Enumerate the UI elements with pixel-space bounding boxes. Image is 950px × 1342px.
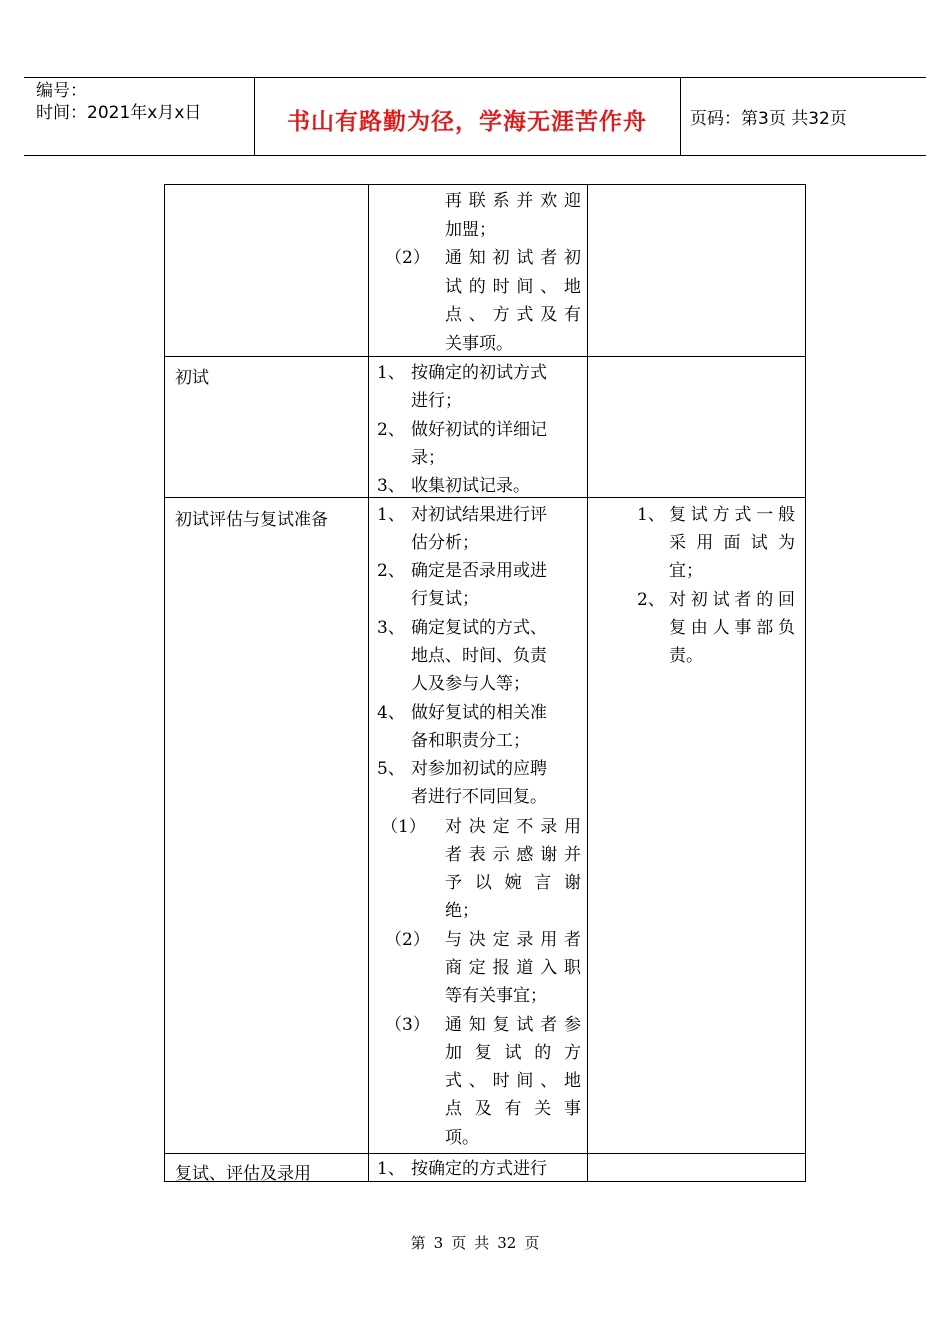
row-divider (165, 497, 805, 498)
header-top-rule (24, 77, 926, 78)
row-divider (165, 356, 805, 357)
step-line: 对参加初试的应聘 (411, 759, 547, 779)
stage-label: 复试、评估及录用 (175, 1164, 311, 1184)
note-line: 对 初 试 者 的 回 (669, 590, 795, 610)
step-line: 加 复 试 的 方 (445, 1043, 581, 1063)
column-divider (587, 185, 588, 1181)
step-line: 对 决 定 不 录 用 (445, 817, 581, 837)
note-line: 宜； (669, 561, 703, 581)
step-line: 等有关事宜； (445, 986, 547, 1006)
footer-page-mid: 页 (451, 1234, 467, 1252)
step-line: 收集初试记录。 (411, 476, 530, 496)
row-divider (165, 1153, 805, 1154)
header-bottom-rule (24, 155, 926, 156)
column-divider (368, 185, 369, 1181)
step-number: 1、 (377, 1159, 405, 1179)
footer-total-suffix: 页 (524, 1234, 540, 1252)
step-line: 做好复试的相关准 (411, 703, 547, 723)
step-line: 进行； (411, 391, 462, 411)
note-line: 复 试 方 式 一 般 (669, 505, 795, 525)
step-line: 加盟； (445, 220, 496, 240)
step-number: 2、 (377, 420, 405, 440)
note-line: 复 由 人 事 部 负 (669, 618, 795, 638)
step-line: 关事项。 (445, 334, 513, 354)
step-line: 予 以 婉 言 谢 (445, 873, 581, 893)
step-line: 点 及 有 关 事 (445, 1099, 581, 1119)
header-page-info: 页码：第3页 共32页 (690, 109, 847, 129)
step-line: 备和职责分工； (411, 731, 530, 751)
step-number: （2） (385, 248, 430, 268)
step-line: 通 知 初 试 者 初 (445, 248, 581, 268)
step-number: （3） (385, 1015, 430, 1035)
header-meta (36, 80, 201, 124)
page-footer (0, 1232, 950, 1253)
footer-page-number: 3 (433, 1234, 444, 1252)
step-line: 按确定的初试方式 (411, 363, 547, 383)
step-number: 2、 (377, 561, 405, 581)
step-line: 再 联 系 并 欢 迎 (445, 191, 581, 211)
step-line: 估分析； (411, 533, 479, 553)
footer-total-prefix: 共 (474, 1234, 490, 1252)
note-number: 2、 (637, 590, 665, 610)
step-number: （2） (385, 930, 430, 950)
step-line: 做好初试的详细记 (411, 420, 547, 440)
step-number: 3、 (377, 618, 405, 638)
step-line: 确定是否录用或进 (411, 561, 547, 581)
step-number: 4、 (377, 703, 405, 723)
step-line: 项。 (445, 1128, 479, 1148)
note-line: 责。 (669, 646, 703, 666)
note-line: 采 用 面 试 为 (669, 533, 795, 553)
step-line: 人及参与人等； (411, 674, 530, 694)
step-line: 绝； (445, 901, 479, 921)
step-number: 1、 (377, 363, 405, 383)
step-number: 3、 (377, 476, 405, 496)
footer-total-pages: 32 (497, 1234, 517, 1252)
recruitment-table (164, 184, 806, 1182)
step-line: 试 的 时 间 、 地 (445, 277, 581, 297)
step-line: 行复试； (411, 589, 479, 609)
step-line: 商 定 报 道 入 职 (445, 958, 581, 978)
header-motto: 书山有路勤为径，学海无涯苦作舟 (287, 109, 647, 135)
stage-label: 初试评估与复试准备 (175, 510, 328, 530)
step-line: 者进行不同回复。 (411, 787, 547, 807)
step-number: 5、 (377, 759, 405, 779)
footer-page-prefix: 第 (410, 1234, 426, 1252)
step-line: 确定复试的方式、 (411, 618, 547, 638)
step-number: （1） (381, 817, 426, 837)
step-line: 与 决 定 录 用 者 (445, 930, 581, 950)
header-divider (680, 77, 681, 155)
step-number: 1、 (377, 505, 405, 525)
step-line: 录； (411, 448, 445, 468)
stage-label: 初试 (175, 368, 209, 388)
step-line: 按确定的方式进行 (411, 1159, 547, 1179)
step-line: 式 、 时 间 、 地 (445, 1071, 581, 1091)
step-line: 地点、时间、负责 (411, 646, 547, 666)
time-label: 时间：2021年x月x日 (36, 103, 202, 123)
note-number: 1、 (637, 505, 665, 525)
step-line: 通 知 复 试 者 参 (445, 1015, 581, 1035)
code-label: 编号： (36, 81, 87, 101)
step-line: 者 表 示 感 谢 并 (445, 845, 581, 865)
step-line: 点 、 方 式 及 有 (445, 305, 581, 325)
step-line: 对初试结果进行评 (411, 505, 547, 525)
